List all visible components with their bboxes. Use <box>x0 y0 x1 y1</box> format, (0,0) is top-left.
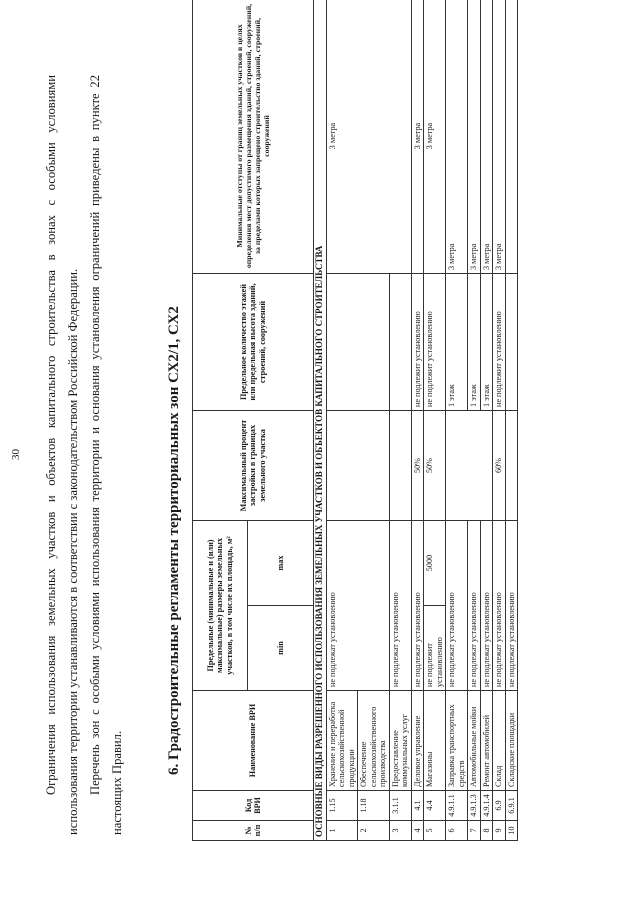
header-size-group: Предельные (минимальные и (или) максимальные) размеры земельных участков, в том числе их площадь, м² <box>193 521 248 691</box>
cell-num: 5 <box>424 821 446 841</box>
cell-floors <box>326 274 389 411</box>
cell-floors: 1 этаж <box>446 274 468 411</box>
cell-num: 9 <box>493 821 506 841</box>
cell-setback: 3 метра <box>326 0 411 274</box>
cell-num: 10 <box>505 821 518 841</box>
cell-code: 6.9.1 <box>505 791 518 821</box>
cell-size: не подлежат установлению <box>468 521 481 691</box>
cell-percent: 60% <box>493 411 506 521</box>
cell-percent: 50% <box>411 411 424 521</box>
cell-name: Автомобильные мойки <box>468 691 481 791</box>
cell-code: 4.9.1.3 <box>468 791 481 821</box>
cell-setback <box>505 0 518 274</box>
cell-setback: 3 метра <box>446 0 468 274</box>
cell-code: 4.9.1.4 <box>480 791 493 821</box>
table-row <box>326 0 358 841</box>
table-row <box>446 0 468 841</box>
header-code: Код ВРИ <box>193 791 314 821</box>
header-setback: Минимальные отступы от границ земельных участков в целях определения мест допустимого размещения зданий, строений, сооружений, за пределами которых запрещено строительство зданий, строений, сооружений <box>193 0 314 274</box>
table-row <box>411 0 424 841</box>
cell-floors: не подлежит установлению <box>411 274 424 411</box>
cell-name: Магазины <box>424 691 446 791</box>
cell-num: 6 <box>446 821 468 841</box>
cell-floors <box>389 274 411 411</box>
cell-num: 4 <box>411 821 424 841</box>
table-row <box>505 0 518 841</box>
cell-floors: 1 этаж <box>468 274 481 411</box>
section-title: 6. Градостроительные регламенты территориальных зон СХ2/1, СХ2 <box>166 306 182 775</box>
cell-code: 1.18 <box>358 791 390 821</box>
cell-floors: не подлежит установлению <box>424 274 446 411</box>
cell-name: Деловое управление <box>411 691 424 791</box>
paragraph-restrictions: Ограничения использования земельных участков и объектов капитального строительства в зонах с особыми условиями использования территории устанавливаются в соответствии с законодательством Российской Федерации. <box>44 75 80 835</box>
cell-setback: 3 метра <box>468 0 481 274</box>
cell-name: Ремонт автомобилей <box>480 691 493 791</box>
cell-code: 4.1 <box>411 791 424 821</box>
cell-size: не подлежат установлению <box>505 521 518 691</box>
cell-num: 1 <box>326 821 358 841</box>
cell-setback: 3 метра <box>480 0 493 274</box>
cell-size: не подлежат установлению <box>389 521 411 691</box>
cell-num: 8 <box>480 821 493 841</box>
cell-code: 4.4 <box>424 791 446 821</box>
cell-code: 3.1.1 <box>389 791 411 821</box>
cell-size: не подлежат установлению <box>326 521 389 691</box>
cell-name: Заправка транспортных средств <box>446 691 468 791</box>
cell-percent <box>446 411 493 521</box>
header-max: max <box>248 521 314 606</box>
header-floors: Предельное количество этажей или предельная высота зданий, строений, сооружений <box>193 274 314 411</box>
cell-name: Хранение и переработка сельскохозяйственной продукции <box>326 691 358 791</box>
cell-percent <box>326 411 389 521</box>
header-percent: Максимальный процент застройки в границах земельного участка <box>193 411 314 521</box>
cell-name: Предоставление коммунальных услуг <box>389 691 411 791</box>
page-number: 30 <box>10 449 22 460</box>
header-min: min <box>248 606 314 691</box>
cell-setback: 3 метра <box>424 0 446 274</box>
section-header: ОСНОВНЫЕ ВИДЫ РАЗРЕШЕННОГО ИСПОЛЬЗОВАНИЯ ЗЕМЕЛЬНЫХ УЧАСТКОВ И ОБЪЕКТОВ КАПИТАЛЬНОГО СТРОИТЕЛЬСТВА <box>314 0 327 841</box>
cell-code: 6.9 <box>493 791 506 821</box>
cell-name: Складские площадки <box>505 691 518 791</box>
cell-num: 3 <box>389 821 411 841</box>
cell-percent <box>505 411 518 521</box>
header-num: № п/п <box>193 821 314 841</box>
cell-percent <box>389 411 411 521</box>
cell-percent: 50% <box>424 411 446 521</box>
cell-min: не подлежит установлению <box>424 606 446 691</box>
cell-code: 4.9.1.1 <box>446 791 468 821</box>
cell-max: 5000 <box>424 521 446 606</box>
cell-size: не подлежат установлению <box>411 521 424 691</box>
cell-name: Склад <box>493 691 506 791</box>
table-row <box>424 0 446 841</box>
regulations-table <box>192 0 518 841</box>
cell-setback: 3 метра <box>411 0 424 274</box>
cell-size: не подлежат установлению <box>480 521 493 691</box>
cell-floors: 1 этаж <box>480 274 493 411</box>
table-row <box>493 0 506 841</box>
cell-num: 7 <box>468 821 481 841</box>
cell-num: 2 <box>358 821 390 841</box>
cell-floors: не подлежит установлению <box>493 274 506 411</box>
cell-setback: 3 метра <box>493 0 506 274</box>
cell-name: Обеспечение сельскохозяйственного производства <box>358 691 390 791</box>
cell-size: не подлежат установлению <box>446 521 468 691</box>
cell-floors <box>505 274 518 411</box>
cell-size: не подлежат установлению <box>493 521 506 691</box>
cell-code: 1.15 <box>326 791 358 821</box>
paragraph-zone-list: Перечень зон с особыми условиями использования территории и основания установления ограничений приведены в пункте 22 настоящих Правил. <box>88 75 124 835</box>
header-name: Наименование ВРИ <box>193 691 314 791</box>
